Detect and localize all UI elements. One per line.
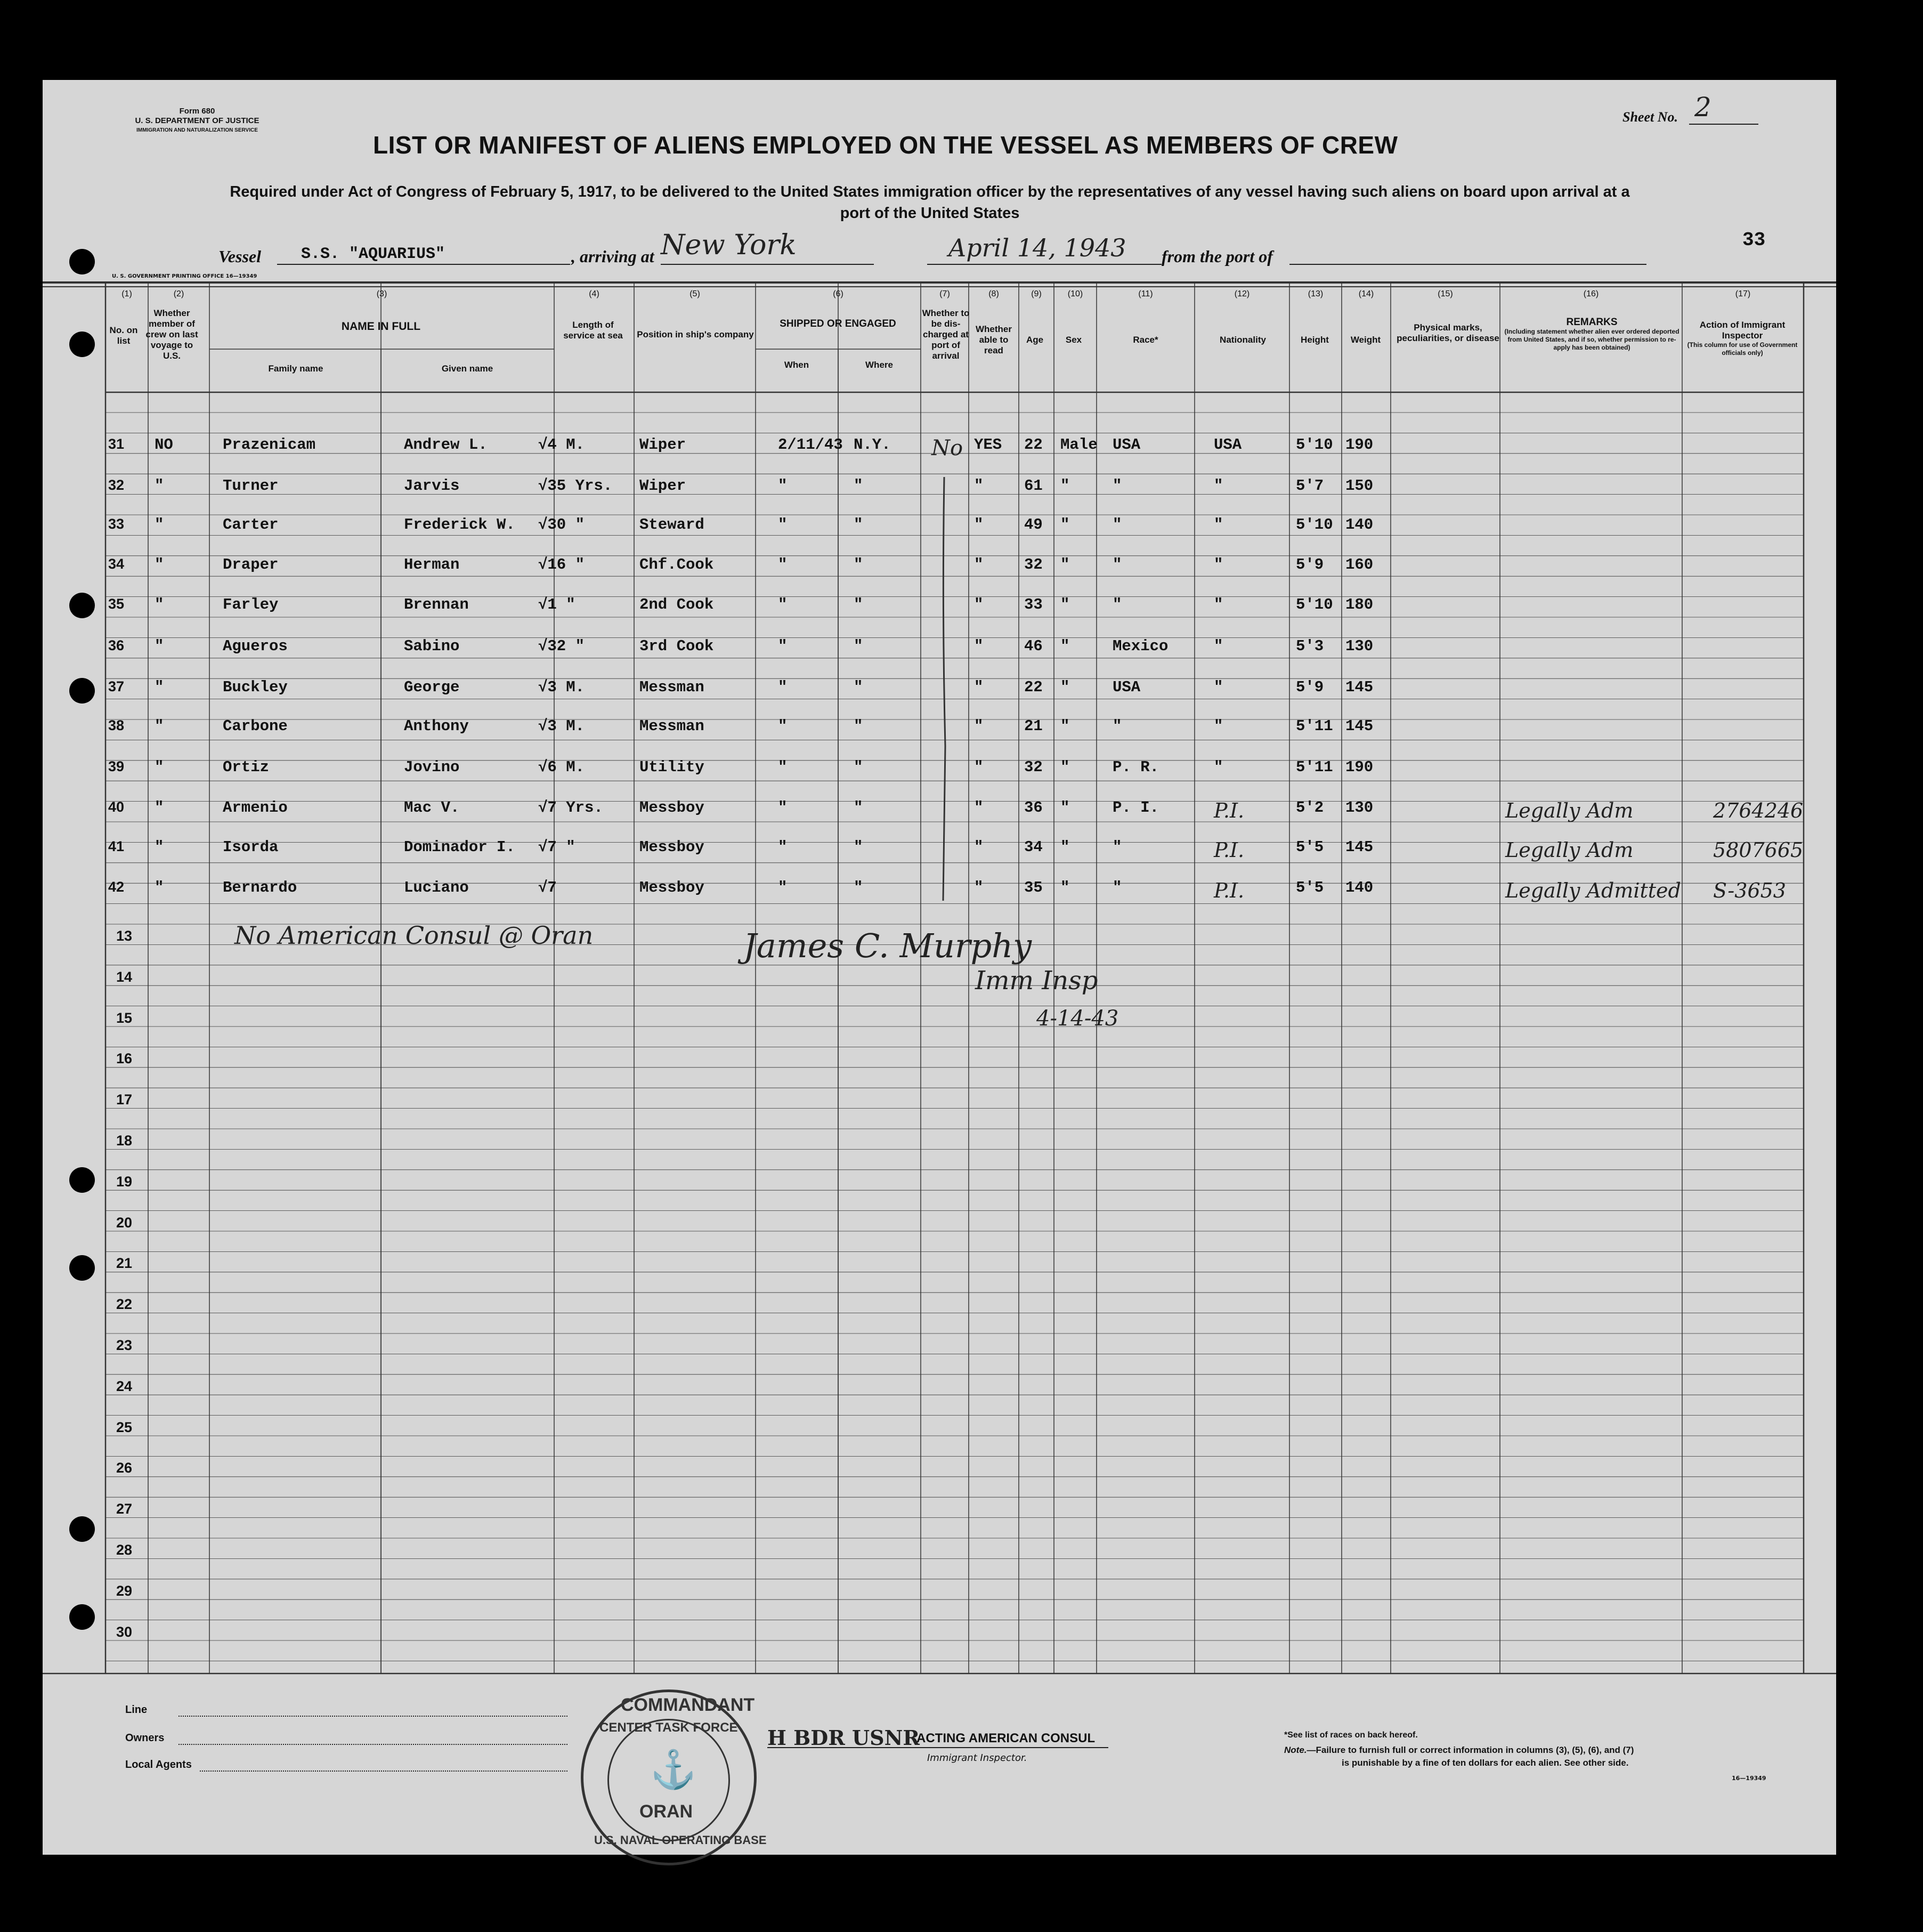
- cell-row-number: 33: [108, 516, 125, 532]
- from-port-label: from the port of: [1162, 247, 1273, 266]
- header-able-to-read: Whether able to read: [976, 324, 1012, 355]
- page-number: 33: [1742, 229, 1766, 251]
- cell-given-name: Anthony: [404, 717, 469, 735]
- cell-position: Messman: [639, 717, 704, 735]
- cell-height: 5'2: [1296, 799, 1324, 817]
- cell-inspector-action: 5807665: [1713, 838, 1804, 862]
- cell-remarks: Legally Adm: [1505, 799, 1634, 822]
- cell-member-last-voyage: ": [155, 477, 164, 495]
- cell-row-number: 36: [108, 637, 125, 653]
- cell-height: 5'10: [1296, 436, 1333, 454]
- stamp-bottom-text: U.S. NAVAL OPERATING BASE: [594, 1833, 767, 1847]
- cell-age: 35: [1024, 879, 1043, 896]
- cell-race: Mexico: [1113, 637, 1169, 655]
- cell-race: ": [1113, 879, 1122, 896]
- column-number: (7): [939, 289, 950, 298]
- cell-inspector-action: S-3653: [1713, 879, 1786, 902]
- cell-position: Wiper: [639, 477, 686, 495]
- cell-able-to-read: ": [974, 477, 984, 495]
- cell-able-to-read: ": [974, 678, 984, 696]
- cell-sex: ": [1060, 477, 1070, 495]
- cell-shipped-when: ": [778, 556, 788, 573]
- cell-row-number: 40: [108, 799, 125, 815]
- column-number: (4): [589, 289, 599, 298]
- cell-length-of-service: √7 Yrs.: [538, 799, 603, 817]
- cell-position: Chf.Cook: [639, 556, 714, 573]
- cell-member-last-voyage: ": [155, 637, 164, 655]
- cell-sex: ": [1060, 637, 1070, 655]
- empty-row-number: 20: [116, 1214, 133, 1231]
- cell-position: Messboy: [639, 879, 704, 896]
- cell-row-number: 39: [108, 758, 125, 774]
- column-number: (8): [988, 289, 999, 298]
- cell-sex: ": [1060, 678, 1070, 696]
- cell-shipped-when: ": [778, 758, 788, 776]
- cell-length-of-service: √32 ": [538, 637, 585, 655]
- cell-shipped-when: ": [778, 516, 788, 533]
- cell-shipped-where: ": [854, 637, 863, 655]
- cell-sex: ": [1060, 879, 1070, 896]
- inspector-signature: James C. Murphy: [743, 926, 1032, 965]
- stamp-city-text: ORAN: [639, 1801, 693, 1822]
- cell-member-last-voyage: ": [155, 799, 164, 817]
- cell-family-name: Turner: [223, 477, 279, 495]
- empty-row-number: 25: [116, 1419, 133, 1435]
- cell-length-of-service: √35 Yrs.: [538, 477, 613, 495]
- cell-race: ": [1113, 838, 1122, 856]
- empty-row-number: 21: [116, 1255, 133, 1272]
- cell-race: ": [1113, 556, 1122, 573]
- cell-weight: 145: [1345, 717, 1374, 735]
- header-race: Race*: [1133, 335, 1158, 345]
- empty-row-number: 19: [116, 1173, 133, 1190]
- cell-race: P. R.: [1113, 758, 1159, 776]
- cell-position: Utility: [639, 758, 704, 776]
- column-number: (15): [1438, 289, 1453, 298]
- cell-nationality: ": [1214, 758, 1223, 776]
- cell-shipped-when: ": [778, 799, 788, 817]
- header-weight: Weight: [1350, 335, 1381, 345]
- sheet-label: Sheet No.: [1622, 109, 1678, 125]
- cell-given-name: Brennan: [404, 596, 469, 613]
- cell-nationality: P.I.: [1214, 799, 1245, 822]
- empty-row-number: 29: [116, 1582, 133, 1599]
- cell-family-name: Agueros: [223, 637, 288, 655]
- arrival-date: April 14, 1943: [948, 233, 1126, 262]
- cell-length-of-service: √3 M.: [538, 717, 585, 735]
- cell-position: Messboy: [639, 799, 704, 817]
- cell-position: Messman: [639, 678, 704, 696]
- column-number: (10): [1067, 289, 1083, 298]
- officer-signature: H BDR USNR: [767, 1726, 920, 1750]
- footer-owners-underline: [178, 1744, 567, 1745]
- header-nationality: Nationality: [1220, 335, 1266, 345]
- empty-row-number: 26: [116, 1460, 133, 1476]
- cell-sex: ": [1060, 758, 1070, 776]
- cell-inspector-action: 2764246: [1713, 799, 1804, 822]
- cell-nationality: ": [1214, 596, 1223, 613]
- column-number: (5): [689, 289, 700, 298]
- cell-height: 5'5: [1296, 838, 1324, 856]
- stamp-top-text: COMMANDANT: [621, 1695, 755, 1715]
- cell-sex: ": [1060, 596, 1070, 613]
- subtitle-line-1: Required under Act of Congress of February 5, 1917, to be delivered to the United States immigration officer by the representatives of any vessel having such aliens on board upon arrival at a: [230, 183, 1630, 200]
- cell-shipped-when: ": [778, 637, 788, 655]
- cell-weight: 140: [1345, 516, 1374, 533]
- empty-row-number: 30: [116, 1623, 133, 1640]
- cell-given-name: Dominador I.: [404, 838, 515, 856]
- empty-row-number: 24: [116, 1378, 133, 1394]
- cell-row-number: 34: [108, 556, 125, 572]
- printer-mark: U. S. GOVERNMENT PRINTING OFFICE 16—19349: [112, 273, 257, 279]
- cell-length-of-service: √7: [538, 879, 557, 896]
- column-number: (1): [121, 289, 132, 298]
- cell-able-to-read: YES: [974, 436, 1002, 454]
- cell-remarks: Legally Adm: [1505, 838, 1634, 862]
- cell-age: 33: [1024, 596, 1043, 613]
- vessel-name: S.S. "AQUARIUS": [301, 245, 445, 263]
- cell-position: Wiper: [639, 436, 686, 454]
- cell-shipped-when: ": [778, 838, 788, 856]
- cell-shipped-where: ": [854, 477, 863, 495]
- header-family-name: Family name: [268, 363, 323, 374]
- cell-row-number: 42: [108, 879, 125, 895]
- cell-height: 5'3: [1296, 637, 1324, 655]
- print-code: 16—19349: [1732, 1775, 1766, 1782]
- cell-member-last-voyage: ": [155, 717, 164, 735]
- cell-sex: Male: [1060, 436, 1098, 454]
- cell-member-last-voyage: ": [155, 838, 164, 856]
- cell-family-name: Prazenicam: [223, 436, 316, 454]
- cell-weight: 130: [1345, 799, 1374, 817]
- column-number: (16): [1583, 289, 1599, 298]
- cell-given-name: Jovino: [404, 758, 460, 776]
- cell-weight: 190: [1345, 758, 1374, 776]
- footer-owners-label: Owners: [125, 1732, 165, 1744]
- cell-nationality: ": [1214, 678, 1223, 696]
- cell-member-last-voyage: ": [155, 678, 164, 696]
- cell-family-name: Draper: [223, 556, 279, 573]
- cell-age: 32: [1024, 556, 1043, 573]
- signature-underline: [767, 1747, 1108, 1748]
- cell-race: ": [1113, 596, 1122, 613]
- cell-discharged: No: [931, 436, 963, 460]
- cell-height: 5'7: [1296, 477, 1324, 495]
- note-text-1: —Failure to furnish full or correct information in columns (3), (5), (6), and (7): [1307, 1745, 1634, 1755]
- cell-given-name: Andrew L.: [404, 436, 488, 454]
- cell-able-to-read: ": [974, 556, 984, 573]
- consul-note: No American Consul @ Oran: [234, 921, 594, 950]
- empty-row-number: 15: [116, 1009, 133, 1026]
- cell-row-number: 35: [108, 596, 125, 612]
- cell-race: ": [1113, 477, 1122, 495]
- vessel-label: Vessel: [218, 247, 261, 266]
- header-remarks: [1503, 317, 1681, 352]
- cell-row-number: 37: [108, 678, 125, 694]
- header-age: Age: [1026, 335, 1044, 345]
- empty-row-number: 16: [116, 1050, 133, 1067]
- cell-position: 2nd Cook: [639, 596, 714, 613]
- cell-shipped-where: ": [854, 799, 863, 817]
- cell-race: USA: [1113, 678, 1141, 696]
- cell-age: 22: [1024, 678, 1043, 696]
- races-note: *See list of races on back hereof.: [1284, 1731, 1418, 1740]
- cell-age: 61: [1024, 477, 1043, 495]
- note-label: Note.: [1284, 1745, 1307, 1755]
- cell-race: P. I.: [1113, 799, 1159, 817]
- cell-length-of-service: √4 M.: [538, 436, 585, 454]
- column-number: (14): [1358, 289, 1374, 298]
- cell-row-number: 31: [108, 436, 125, 452]
- cell-remarks: Legally Admitted: [1505, 879, 1681, 902]
- cell-shipped-when: ": [778, 879, 788, 896]
- header-given-name: Given name: [441, 363, 493, 374]
- arriving-port: New York: [661, 229, 797, 261]
- cell-age: 36: [1024, 799, 1043, 817]
- cell-weight: 145: [1345, 678, 1374, 696]
- cell-length-of-service: √6 M.: [538, 758, 585, 776]
- cell-able-to-read: ": [974, 516, 984, 533]
- cell-given-name: Luciano: [404, 879, 469, 896]
- empty-row-number: 28: [116, 1542, 133, 1558]
- cell-member-last-voyage: ": [155, 758, 164, 776]
- header-shipped-engaged: SHIPPED OR ENGAGED: [780, 318, 896, 329]
- header-action-sub: (This column for use of Government officials only): [1687, 341, 1798, 357]
- cell-height: 5'9: [1296, 556, 1324, 573]
- column-number: (11): [1138, 289, 1153, 298]
- footer-line-underline: [178, 1716, 567, 1717]
- empty-row-number: 27: [116, 1501, 133, 1517]
- cell-nationality: P.I.: [1214, 838, 1245, 862]
- cell-able-to-read: ": [974, 799, 984, 817]
- cell-race: ": [1113, 516, 1122, 533]
- cell-sex: ": [1060, 556, 1070, 573]
- cell-position: Steward: [639, 516, 704, 533]
- cell-shipped-when: ": [778, 477, 788, 495]
- cell-able-to-read: ": [974, 637, 984, 655]
- cell-position: Messboy: [639, 838, 704, 856]
- header-no-on-list: No. on list: [109, 325, 138, 346]
- cell-sex: ": [1060, 799, 1070, 817]
- header-where: Where: [865, 360, 893, 370]
- cell-nationality: USA: [1214, 436, 1242, 454]
- cell-given-name: George: [404, 678, 460, 696]
- stamp-mid-text: CENTER TASK FORCE: [599, 1720, 738, 1735]
- cell-row-number: 32: [108, 477, 125, 493]
- cell-member-last-voyage: ": [155, 596, 164, 613]
- cell-age: 49: [1024, 516, 1043, 533]
- department: U. S. DEPARTMENT OF JUSTICE: [135, 116, 259, 125]
- cell-length-of-service: √1 ": [538, 596, 575, 613]
- note-text-2: is punishable by a fine of ten dollars for each alien. See other side.: [1342, 1758, 1629, 1768]
- cell-length-of-service: √7 ": [538, 838, 575, 856]
- cell-given-name: Sabino: [404, 637, 460, 655]
- cell-nationality: P.I.: [1214, 879, 1245, 902]
- cell-position: 3rd Cook: [639, 637, 714, 655]
- cell-given-name: Mac V.: [404, 799, 460, 817]
- cell-shipped-when: ": [778, 596, 788, 613]
- cell-shipped-where: ": [854, 516, 863, 533]
- cell-shipped-when: ": [778, 717, 788, 735]
- cell-member-last-voyage: NO: [155, 436, 173, 454]
- column-number: (12): [1234, 289, 1250, 298]
- service: IMMIGRATION AND NATURALIZATION SERVICE: [136, 127, 258, 133]
- cell-able-to-read: ": [974, 838, 984, 856]
- discharge-ditto-stroke: [943, 477, 945, 901]
- header-action: [1684, 320, 1801, 357]
- column-number: (9): [1031, 289, 1042, 298]
- empty-row-number: 17: [116, 1092, 133, 1108]
- header-length-of-service: Length of service at sea: [563, 320, 623, 341]
- cell-length-of-service: √16 ": [538, 556, 585, 573]
- page-title: LIST OR MANIFEST OF ALIENS EMPLOYED ON THE VESSEL AS MEMBERS OF CREW: [373, 131, 1398, 159]
- cell-member-last-voyage: ": [155, 879, 164, 896]
- cell-family-name: Carter: [223, 516, 279, 533]
- inspector-title: Imm Insp: [975, 966, 1098, 996]
- cell-weight: 190: [1345, 436, 1374, 454]
- cell-race: ": [1113, 717, 1122, 735]
- cell-family-name: Isorda: [223, 838, 279, 856]
- cell-weight: 130: [1345, 637, 1374, 655]
- cell-weight: 150: [1345, 477, 1374, 495]
- cell-able-to-read: ": [974, 717, 984, 735]
- header-physical-marks: Physical marks, peculiarities, or disease: [1397, 322, 1499, 343]
- cell-shipped-where: ": [854, 717, 863, 735]
- cell-nationality: ": [1214, 477, 1223, 495]
- cell-able-to-read: ": [974, 758, 984, 776]
- cell-member-last-voyage: ": [155, 516, 164, 533]
- cell-height: 5'5: [1296, 879, 1324, 896]
- cell-age: 22: [1024, 436, 1043, 454]
- cell-age: 46: [1024, 637, 1043, 655]
- cell-family-name: Farley: [223, 596, 279, 613]
- empty-row-number: 13: [116, 928, 133, 944]
- cell-weight: 160: [1345, 556, 1374, 573]
- consul-title: ACTING AMERICAN CONSUL: [916, 1731, 1096, 1745]
- column-number: (6): [833, 289, 843, 298]
- cell-given-name: Frederick W.: [404, 516, 515, 533]
- cell-shipped-where: ": [854, 556, 863, 573]
- arriving-label: , arriving at: [571, 247, 654, 266]
- cell-height: 5'10: [1296, 516, 1333, 533]
- header-remarks-sub: (Including statement whether alien ever ordered deported from United States, and if so, whether permission to re-apply has been obtained): [1504, 328, 1679, 351]
- header-member-last-voyage: Whether member of crew on last voyage to U.S.: [145, 308, 198, 361]
- cell-nationality: ": [1214, 516, 1223, 533]
- header-sex: Sex: [1065, 335, 1082, 345]
- header-action-title: Action of Immigrant Inspector: [1699, 320, 1786, 341]
- footer-line-label: Line: [125, 1704, 148, 1716]
- cell-nationality: ": [1214, 637, 1223, 655]
- cell-sex: ": [1060, 838, 1070, 856]
- cell-race: USA: [1113, 436, 1141, 454]
- cell-shipped-where: ": [854, 838, 863, 856]
- cell-member-last-voyage: ": [155, 556, 164, 573]
- column-number: (17): [1735, 289, 1751, 298]
- cell-length-of-service: √30 ": [538, 516, 585, 533]
- anchor-icon: ⚓: [650, 1749, 697, 1790]
- empty-row-number: 14: [116, 968, 133, 985]
- cell-height: 5'11: [1296, 758, 1333, 776]
- cell-length-of-service: √3 M.: [538, 678, 585, 696]
- cell-shipped-where: ": [854, 758, 863, 776]
- column-number: (3): [376, 289, 387, 298]
- cell-given-name: Herman: [404, 556, 460, 573]
- cell-row-number: 41: [108, 838, 125, 854]
- cell-given-name: Jarvis: [404, 477, 460, 495]
- inspector-date: 4-14-43: [1036, 1006, 1119, 1031]
- header-height: Height: [1301, 335, 1329, 345]
- cell-shipped-when: ": [778, 678, 788, 696]
- cell-sex: ": [1060, 516, 1070, 533]
- cell-family-name: Bernardo: [223, 879, 297, 896]
- cell-nationality: ": [1214, 556, 1223, 573]
- fine-note: [1284, 1744, 1634, 1769]
- inspector-label: Immigrant Inspector.: [927, 1752, 1027, 1764]
- cell-family-name: Ortiz: [223, 758, 270, 776]
- cell-shipped-where: N.Y.: [854, 436, 891, 454]
- header-position: Position in ship's company: [637, 329, 754, 339]
- cell-shipped-where: ": [854, 879, 863, 896]
- cell-nationality: ": [1214, 717, 1223, 735]
- empty-row-number: 22: [116, 1296, 133, 1313]
- cell-family-name: Carbone: [223, 717, 288, 735]
- footer-agents-label: Local Agents: [125, 1759, 192, 1771]
- header-remarks-title: REMARKS: [1566, 317, 1618, 328]
- cell-family-name: Armenio: [223, 799, 288, 817]
- column-number: (2): [173, 289, 184, 298]
- cell-height: 5'10: [1296, 596, 1333, 613]
- column-number: (13): [1308, 289, 1324, 298]
- header-when: When: [784, 360, 809, 370]
- cell-weight: 145: [1345, 838, 1374, 856]
- empty-row-number: 18: [116, 1133, 133, 1149]
- cell-family-name: Buckley: [223, 678, 288, 696]
- cell-age: 21: [1024, 717, 1043, 735]
- cell-able-to-read: ": [974, 879, 984, 896]
- cell-shipped-where: ": [854, 678, 863, 696]
- empty-row-number: 23: [116, 1337, 133, 1353]
- footer-agents-underline: [200, 1771, 567, 1772]
- cell-weight: 180: [1345, 596, 1374, 613]
- cell-age: 32: [1024, 758, 1043, 776]
- cell-able-to-read: ": [974, 596, 984, 613]
- cell-shipped-when: 2/11/43: [778, 436, 843, 454]
- sheet-number: 2: [1694, 92, 1711, 123]
- header-name-in-full: NAME IN FULL: [341, 320, 421, 333]
- cell-row-number: 38: [108, 717, 125, 733]
- form-number: Form 680: [179, 107, 215, 116]
- header-discharged: Whether to be dis-charged at port of arrival: [922, 308, 970, 361]
- cell-height: 5'9: [1296, 678, 1324, 696]
- cell-weight: 140: [1345, 879, 1374, 896]
- cell-sex: ": [1060, 717, 1070, 735]
- cell-height: 5'11: [1296, 717, 1333, 735]
- subtitle-line-2: port of the United States: [840, 205, 1020, 222]
- cell-age: 34: [1024, 838, 1043, 856]
- cell-shipped-where: ": [854, 596, 863, 613]
